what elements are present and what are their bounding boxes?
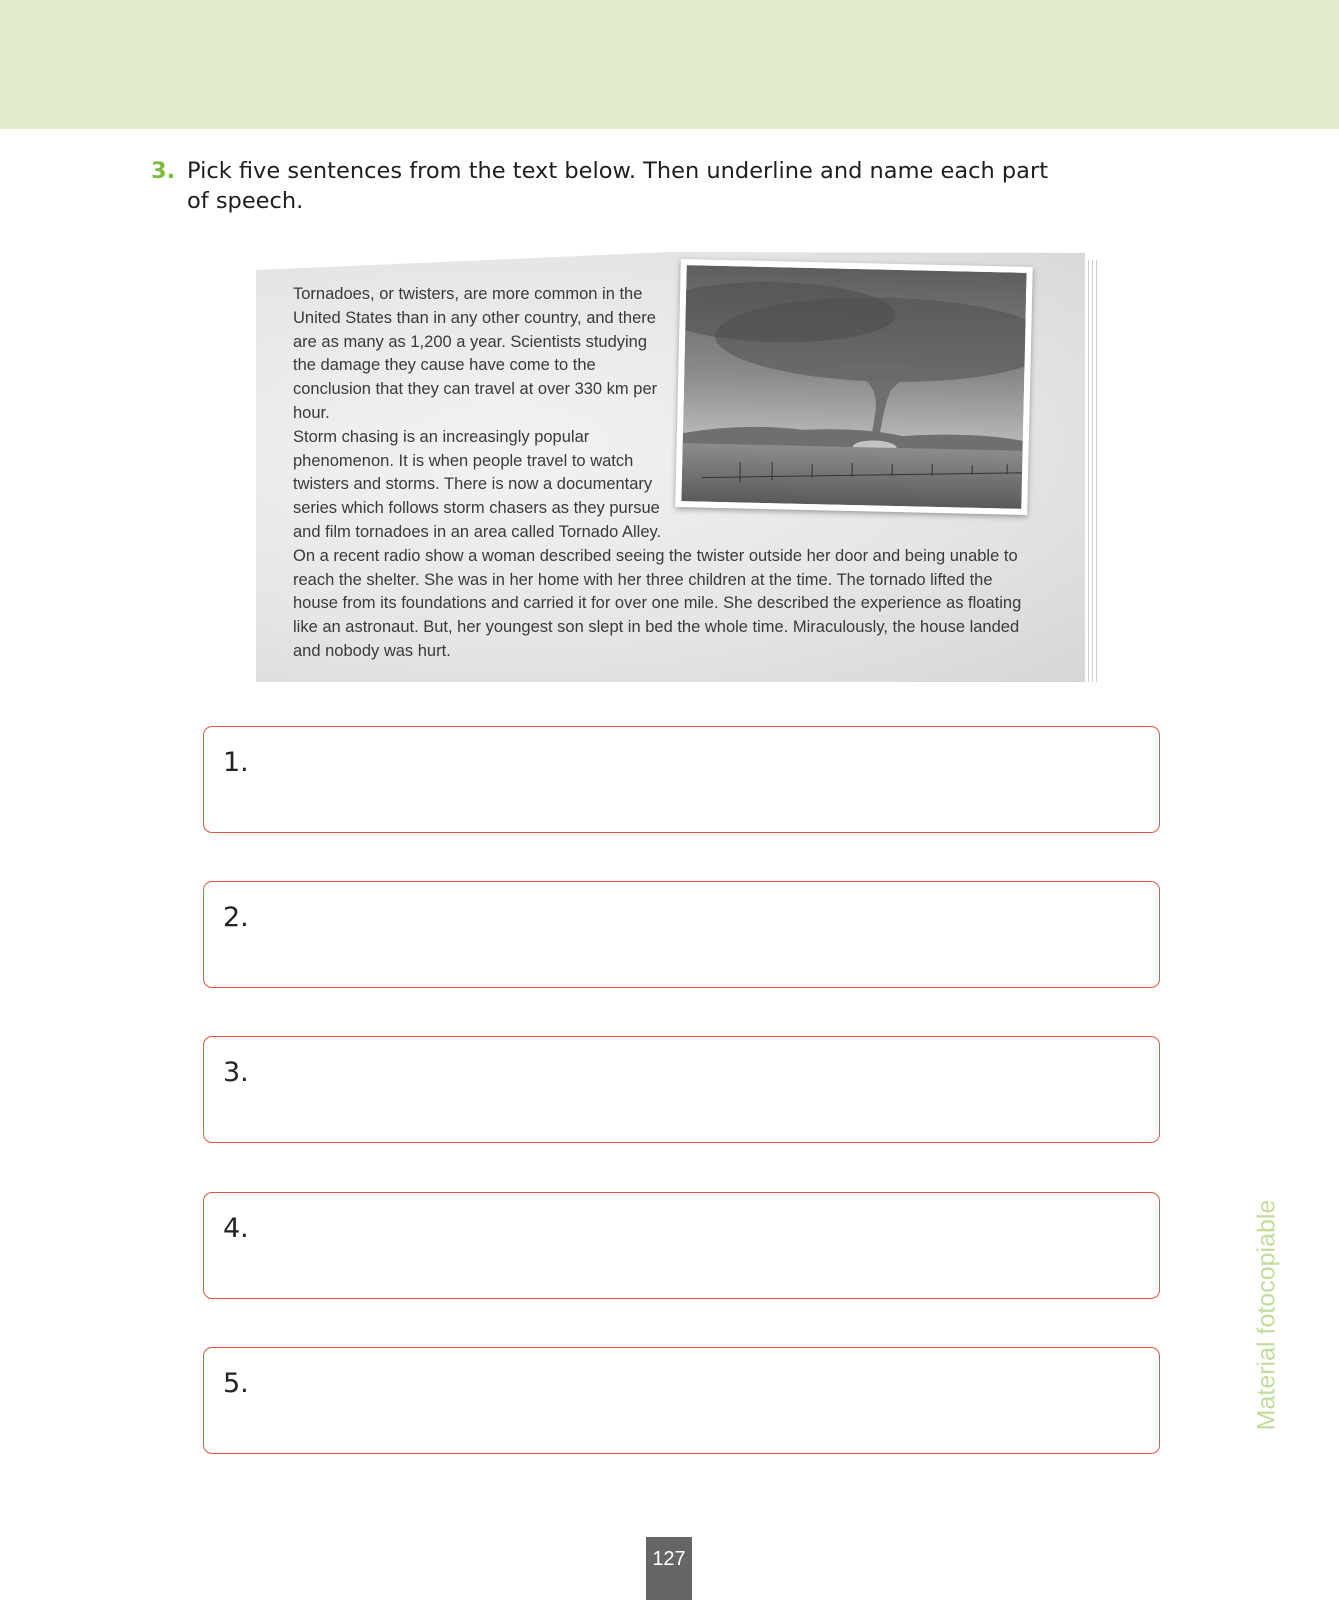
page-edge	[1092, 260, 1093, 682]
answer-number: 2.	[223, 902, 249, 933]
passage-text	[293, 283, 1030, 664]
passage-paragraph: Tornadoes, or twisters, are more common in the United States than in any other country, and there are as many as 1,200 a year. Scientists studying the damage they cause have come to the conclusion that they can travel at over 330 km per hour.	[293, 285, 658, 422]
exercise-number: 3.	[151, 158, 176, 184]
answer-number: 1.	[223, 747, 249, 778]
tornado-photo	[675, 259, 1033, 515]
answer-box-1[interactable]	[203, 726, 1160, 833]
instruction-text: Pick five sentences from the text below. Then underline and name each part of speech.	[187, 158, 1049, 214]
answer-number: 3.	[223, 1057, 249, 1088]
exercise-instruction	[151, 156, 1071, 216]
reading-passage-card	[256, 252, 1097, 682]
passage-paragraph: Storm chasing is an increasingly popular phenomenon. It is when people travel to watch twisters and storms. There is now a documentary series which follows storm chasers as they pursue and film tornadoes in an area called Tornado Alley.	[293, 427, 662, 541]
answer-box-5[interactable]	[203, 1347, 1160, 1454]
page-edge	[1096, 260, 1097, 682]
answer-box-3[interactable]	[203, 1036, 1160, 1143]
page-edge	[1088, 260, 1089, 682]
answer-number: 4.	[223, 1213, 249, 1244]
page-number: 127	[646, 1537, 692, 1600]
passage-paragraph: On a recent radio show a woman described seeing the twister outside her door and being unable to reach the shelter. She was in her home with her three children at the time. The tornado lifted the house from its foundations and carried it for over one mile. She described the experience as floating like an astronaut. But, her youngest son slept in bed the whole time. Miraculously, the house landed and nobody was hurt.	[293, 546, 1022, 660]
answer-number: 5.	[223, 1368, 249, 1399]
photocopiable-label: Material fotocopiable	[1252, 1199, 1281, 1431]
answer-box-2[interactable]	[203, 881, 1160, 988]
answer-box-4[interactable]	[203, 1192, 1160, 1299]
header-band	[0, 0, 1339, 129]
tornado-photo-icon	[681, 265, 1026, 509]
